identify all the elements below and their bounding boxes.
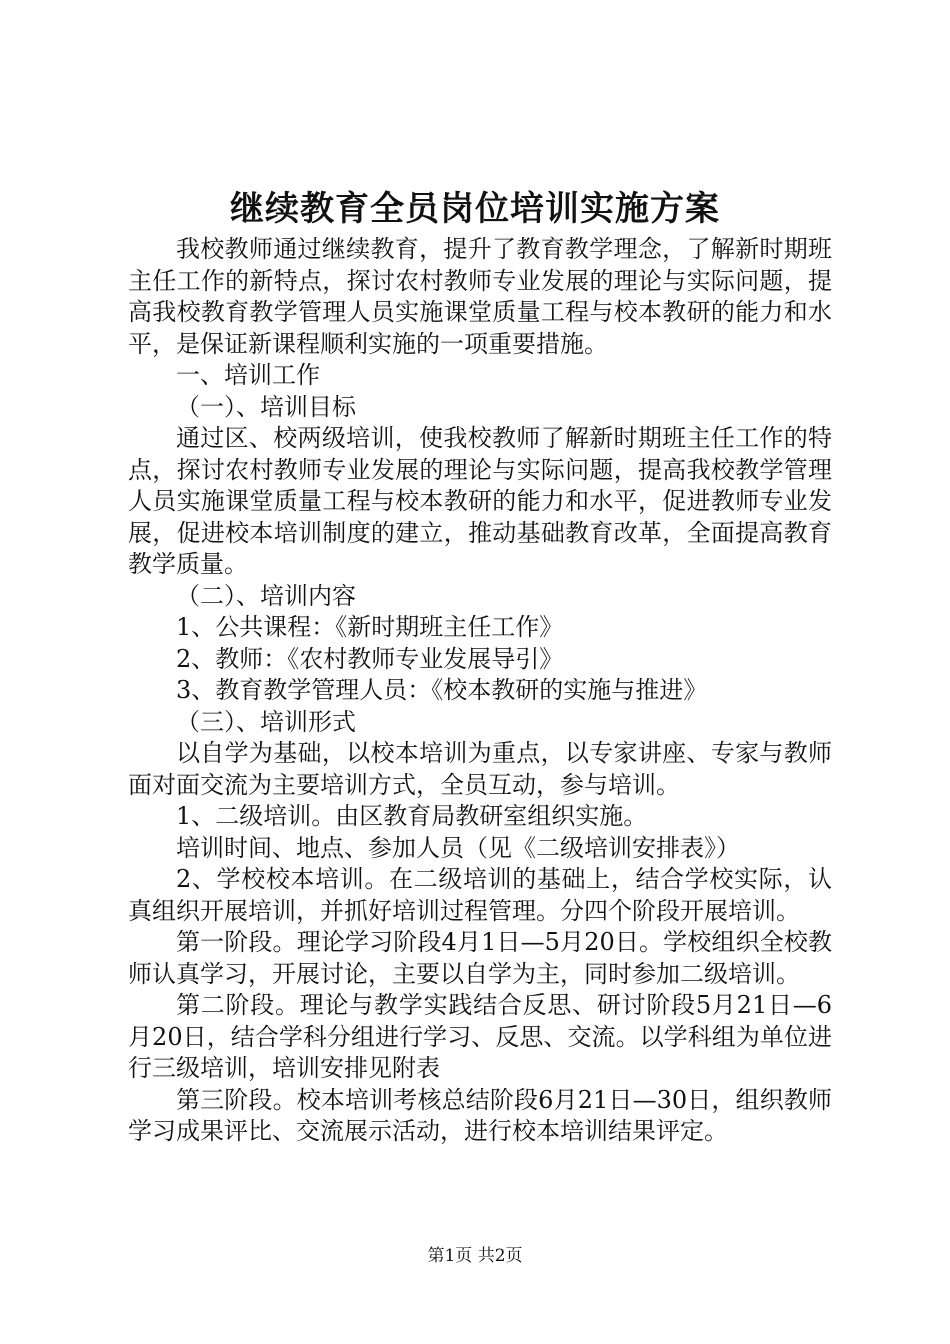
heading-training-content: （二）、培训内容	[176, 581, 356, 610]
paragraph-schedule-note: 培训时间、地点、参加人员（见《二级培训安排表》）	[176, 833, 740, 862]
heading-training-goals: （一）、培训目标	[176, 392, 356, 421]
page-footer: 第1页 共2页	[427, 1246, 523, 1266]
list-item-public-course: 1、公共课程：《新时期班主任工作》	[176, 613, 564, 641]
list-item-school-training: 2、学校校本培训。在二级培训的基础上，结合学校实际，认真组织开展培训，并抓好培训过程管理。分四个阶段开展培训。	[128, 865, 832, 925]
paragraph-stage-one: 第一阶段。理论学习阶段4月1日—5月20日。学校组织全校教师认真学习，开展讨论，主要以自学为主，同时参加二级培训。	[128, 928, 832, 988]
paragraph-training-goals: 通过区、校两级培训，使我校教师了解新时期班主任工作的特点，探讨农村教师专业发展的理论与实际问题，提高我校教学管理人员实施课堂质量工程与校本教研的能力和水平，促进教师专业发展，促进校本培训制度的建立，推动基础教育改革，全面提高教育教学质量。	[128, 424, 832, 578]
list-item-teachers: 2、教师：《农村教师专业发展导引》	[176, 644, 564, 673]
paragraph-stage-two: 第二阶段。理论与教学实践结合反思、研讨阶段5月21日—6月20日，结合学科分组进行学习、反思、交流。以学科组为单位进行三级培训，培训安排见附表	[128, 991, 832, 1082]
paragraph-stage-three: 第三阶段。校本培训考核总结阶段6月21日—30日，组织教师学习成果评比、交流展示活动，进行校本培训结果评定。	[128, 1085, 832, 1145]
list-item-level-two: 1、二级培训。由区教育局教研室组织实施。	[176, 802, 648, 830]
document-body	[128, 234, 832, 1148]
heading-training-form: （三）、培训形式	[176, 707, 356, 736]
list-item-managers: 3、教育教学管理人员：《校本教研的实施与推进》	[176, 676, 708, 704]
heading-training-work: 一、培训工作	[176, 361, 320, 389]
document-title: 继续教育全员岗位培训实施方案	[230, 189, 720, 229]
paragraph-training-form: 以自学为基础，以校本培训为重点，以专家讲座、专家与教师面对面交流为主要培训方式，全员互动，参与培训。	[128, 739, 832, 799]
paragraph-intro: 我校教师通过继续教育，提升了教育教学理念，了解新时期班主任工作的新特点，探讨农村教师专业发展的理论与实际问题，提高我校教育教学管理人员实施课堂质量工程与校本教研的能力和水平，是保证新课程顺利实施的一项重要措施。	[128, 235, 832, 358]
